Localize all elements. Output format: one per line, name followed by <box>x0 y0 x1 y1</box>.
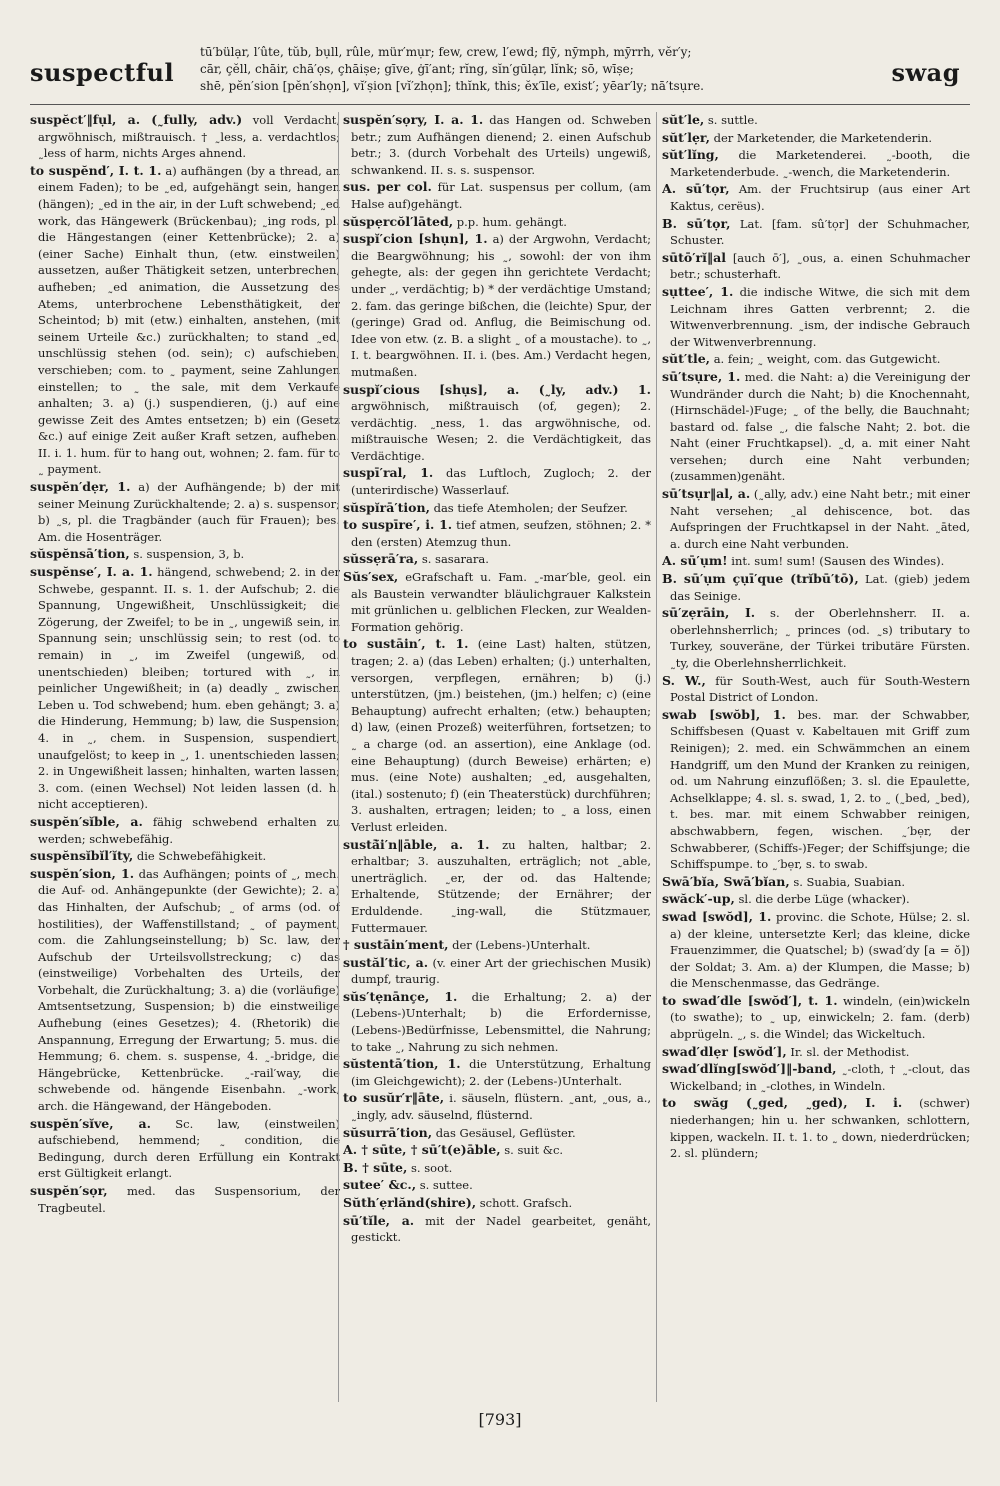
entry-definition: das Aufhängen; points of ˷, mech. die Auf- od. Anhängepunkte (der Gewichte); 2. a) das Hinhalten, der Aufschub; ˷ of arms (od. of hostilities), der Waffenstillstand; ˷ of payment, com. die Zahlungseinstellung; b) Sc. law, der Aufschub der Urteilsvollstreckung; c) das (einstweilige) Vorbehalten des Urteils, der Vorbehalt, die Zurückhaltung; 3. a) die (vorläufige) Amtsentsetzung, Suspension; b) die einstweilige Aufhebung (eines Gesetzes); 4. (Rhetorik) die Anspannung, Erregung der Erwartung; 5. mus. die Hemmung; 6. chem. s. suspense, 4. ˷-bridge, die Hängebrücke, Kettenbrücke. ˷-rail′way, die schwebende od. hängende Eisenbahn. ˷-work, arch. die Hängewand, der Hängeboden. <box>38 866 340 1114</box>
entry-headword: sŭt′lĭng, <box>662 147 719 163</box>
entry-definition: ˷-cloth, † ˷-clout, das Wickelband; in ˷-clothes, in Windeln. <box>670 1062 970 1093</box>
dictionary-entry <box>30 848 340 865</box>
entry-headword: to sustāin′, t. 1. <box>343 636 469 652</box>
entry-definition: s. suttee. <box>419 1178 473 1193</box>
entry-headword: swăck′-up, <box>662 891 735 907</box>
column-left <box>30 112 340 1412</box>
dictionary-entry <box>662 130 970 147</box>
dictionary-entry <box>662 351 970 368</box>
dictionary-entry <box>662 993 970 1043</box>
entry-headword: suspĕn′sọry, I. a. 1. <box>343 112 484 127</box>
dictionary-entry <box>30 546 340 563</box>
entry-headword: to suspīre′, i. 1. <box>343 517 453 533</box>
entry-definition: (eine Last) halten, stützen, tragen; 2. a) (das Leben) erhalten; (j.) unterhalten, versorgen, verpflegen, ernähren; b) (j.) unterstützen, (jm.) beistehen, (jm.) helfen; c) (eine Behauptung) aufrecht erhalten; (etw.) behaupten; d) law, (einen Prozeß) weiterführen, fortsetzen; to ˷ a charge (od. an assertion), eine Anklage (od. eine Behauptung) (durch Beweise) erhärten; e) mus. (eine Note) aushalten; ˷ed, ausgehalten, (ital.) sostenuto; f) (ein Theaterstück) durchführen; 3. aushalten, ertragen; leiden; to ˷ a loss, einen Verlust erleiden. <box>351 637 651 834</box>
pronunciation-key-line: cār, çĕll, chāir, chā′ọs, çhāiṣe; gīve, ġī′ant; rĭng, sĭn′gūlạr, lĭnk; sō, wīṣe; <box>200 62 634 76</box>
entry-definition: int. sum! sum! (Sausen des Windes). <box>731 554 945 569</box>
entry-definition: der Marketender, die Marketenderin. <box>713 130 933 145</box>
entry-headword: to suspĕnd′, I. t. 1. <box>30 162 162 178</box>
dictionary-entry <box>343 837 651 937</box>
column-middle <box>343 112 651 1412</box>
dictionary-entry <box>662 369 970 485</box>
entry-definition: die Schwebefähigkeit. <box>136 849 267 864</box>
entry-definition: Lat. (gieb) jedem das Seinige. <box>670 572 970 603</box>
entry-headword: sū′tĭle, a. <box>343 1212 415 1228</box>
header-rule <box>30 104 970 105</box>
dictionary-entry <box>662 891 970 908</box>
dictionary-entry <box>343 989 651 1055</box>
dictionary-entry <box>662 707 970 873</box>
entry-definition: die Unterstützung, Erhaltung (im Gleichgewicht); 2. der (Lebens-)Unterhalt. <box>351 1057 651 1088</box>
entry-headword: sŭspẹrcŏl′lāted, <box>343 213 454 229</box>
entry-definition: Lat. [fam. sû′tọr] der Schuhmacher, Schuster. <box>670 216 970 248</box>
entry-definition: s. sasarara. <box>421 552 489 567</box>
entry-headword: B. sū′tọr, <box>662 215 731 231</box>
entry-definition: Am. der Fruchtsirup (aus einer Art Kaktus, cerëus). <box>670 182 970 213</box>
entry-headword: sụttee′, 1. <box>662 283 734 299</box>
dictionary-entry <box>343 1213 651 1246</box>
entry-definition: s. soot. <box>411 1160 453 1175</box>
entry-headword: sŭssẹrā′ra, <box>343 551 419 567</box>
entry-headword: swad′dlĭng[swŏd′]‖-band, <box>662 1061 837 1077</box>
dictionary-entry <box>343 1090 651 1123</box>
entry-headword: A. † sūte, † sū′t(e)āble, <box>343 1142 501 1158</box>
dictionary-entry <box>343 955 651 988</box>
pronunciation-key-line: shē, pĕn′sion [pĕn′shọn], vĭ′ṣion [vĭ′zhọn]; thĭnk, this; ĕx′īle, exist′; yēar′ly; nā′tsụre. <box>200 79 704 93</box>
column-divider <box>338 112 339 1402</box>
page-number: [793] <box>478 1410 522 1429</box>
entry-definition: a. fein; ˷ weight, com. das Gutgewicht. <box>713 352 941 367</box>
entry-headword: suspĕn′dẹr, 1. <box>30 479 131 495</box>
entry-definition: (v. einer Art der griechischen Musik) dumpf, traurig. <box>351 955 651 987</box>
entry-definition: voll Verdacht, argwöhnisch, mißtrauisch. † ˷less, a. verdachtlos; ˷less of harm, nichts Arges ahnend. <box>38 113 340 161</box>
entry-definition: a) der Aufhängende; b) der mit seiner Meinung Zurückhaltende; 2. a) s. suspensor; b) ˷s, pl. die Tragbänder (auch für Frauen); bes. Am. die Hosenträger. <box>38 480 340 544</box>
entry-headword: B. sū′ụm çụī′que (trĭbū′tō), <box>662 571 859 587</box>
entry-definition: windeln, (ein)wickeln (to swathe); to ˷ up, einwickeln; 2. fam. (derb) abprügeln. ˷, s. die Windel; das Wickeltuch. <box>670 993 970 1042</box>
entry-headword: sustā̆i′n‖āble, a. 1. <box>343 836 490 852</box>
entry-headword: swad [swŏd], 1. <box>662 908 772 924</box>
entry-definition: die Marketenderei. ˷-booth, die Marketenderbude. ˷-wench, die Marketenderin. <box>670 148 970 179</box>
entry-headword: sutee′ &c., <box>343 1177 417 1193</box>
dictionary-entry <box>662 874 970 891</box>
pronunciation-key <box>200 44 800 95</box>
entry-definition: (schwer) niederhangen; hin u. her schwanken, schlottern, kippen, wackeln. II. t. 1. to ˷ down, niederdrücken; 2. sl. plündern; <box>670 1096 970 1161</box>
entry-definition: bes. mar. der Schwabber, Schiffsbesen (Quast v. Kabeltauen mit Griff zum Reinigen); 2. med. ein Schwämmchen an einem Handgriff, um den Mund der Kranken zu reinigen, od. um Nahrung einzuflößen; 3. sl. die Epaulette, Achselklappe; 4. sl. s. swad, 1, 2. to ˷ (˷bed, ˷bed), t. bes. mar. mit einem Schwabber reinigen, abschwabbern, fegen, wischen. ˷′bẹr, der Schwabberer, (Schiffs-)Feger; der Schiffsjunge; die Schiffspumpe. to ˷′bẹr, s. to swab. <box>670 707 970 872</box>
entry-headword: suspĕn′sọr, <box>30 1183 108 1198</box>
entry-definition: schott. Grafsch. <box>479 1196 573 1210</box>
dictionary-entry <box>30 814 340 847</box>
dictionary-entry <box>343 465 651 498</box>
dictionary-entry <box>30 163 340 478</box>
entry-definition: das Hangen od. Schweben betr.; zum Aufhängen dienend; 2. einen Aufschub betr.; 3. (durch Vorbehalt des Urteils) ungewiß, schwankend. II. s. s. suspensor. <box>351 113 651 177</box>
entry-headword: suspĕnse′, I. a. 1. <box>30 564 153 580</box>
dictionary-entry <box>662 486 970 552</box>
dictionary-entry <box>343 214 651 231</box>
running-head-left: suspectful <box>30 58 175 87</box>
column-divider <box>656 112 657 1402</box>
entry-definition: fähig schwebend erhalten zu werden; schwebefähig. <box>38 814 340 846</box>
pronunciation-key-line: tū′bülạr, l′ûte, tŭb, bụll, rûle, mür′mụr; few, crew, l′ewd; flȳ, nȳmph, mȳrrh, vĕr′y; <box>200 45 692 59</box>
entry-definition: tief atmen, seufzen, stöhnen; 2. * den (ersten) Atemzug thun. <box>351 518 651 549</box>
entry-definition: sl. die derbe Lüge (whacker). <box>738 892 910 907</box>
dictionary-entry <box>662 553 970 570</box>
entry-headword: to susŭr′r‖āte, <box>343 1090 445 1106</box>
dictionary-entry <box>662 112 970 129</box>
dictionary-entry <box>662 1061 970 1094</box>
dictionary-entry <box>662 1044 970 1061</box>
entry-headword: sŭs′tẹnānçe, 1. <box>343 988 458 1004</box>
dictionary-entry <box>343 500 651 517</box>
dictionary-entry <box>30 1183 340 1216</box>
entry-headword: suspĕct′‖fụl, a. (˷fully, adv.) <box>30 112 243 127</box>
entry-definition: s. der Oberlehnsherr. II. a. oberlehnsherrlich; ˷ princes (od. ˷s) tributary to Turkey, souveräne, der Türkei tributäre Fürsten. ˷ty, die Oberlehnsherrlichkeit. <box>670 606 970 670</box>
entry-definition: s. suttle. <box>707 113 758 127</box>
dictionary-entry <box>343 179 651 212</box>
entry-headword: to swăg (˷ged, ˷ged), I. i. <box>662 1095 903 1111</box>
entry-definition: p.p. hum. gehängt. <box>456 214 567 229</box>
dictionary-entry <box>662 216 970 249</box>
entry-headword: suspĕn′sion, 1. <box>30 865 135 881</box>
entry-definition: das Gesäusel, Geflüster. <box>435 1125 576 1140</box>
dictionary-entry <box>662 605 970 671</box>
dictionary-entry <box>662 284 970 350</box>
dictionary-entry <box>662 147 970 180</box>
entry-definition: (˷ally, adv.) eine Naht betr.; mit einer Naht versehen; ˷al dehiscence, bot. das Aufspringen der Fruchtkapsel in der Naht. ˷āted, a. durch eine Naht verbunden. <box>670 487 970 551</box>
entry-definition: zu halten, haltbar; 2. erhaltbar; 3. auszuhalten, erträglich; not ˷able, unerträglich. ˷er, der od. das Haltende; Erhaltende, Stützende; der Ernährer; der Erduldende. ˷ing-wall, die Stützmauer, Futtermauer. <box>351 837 651 935</box>
entry-headword: sŭspĕnsā′tion, <box>30 546 130 562</box>
entry-definition: med. die Naht: a) die Vereinigung der Wundränder durch die Naht; b) die Knochennaht, (Hirnschädel-)Fuge; ˷ of the belly, die Bauchnaht; bastard od. false ˷, die falsche Naht; 2. bot. die Naht (einer Fruchtkapsel). ˷d, a. mit einer Naht versehen; durch eine Naht verbunden; (zusammen)genäht. <box>670 369 970 484</box>
entry-headword: to swad′dle [swŏd′], t. 1. <box>662 992 838 1008</box>
entry-definition: med. das Suspensorium, der Tragbeutel. <box>38 1184 340 1215</box>
entry-headword: A. sū′ụm! <box>662 553 728 569</box>
entry-headword: sūtō′rĭ‖al <box>662 249 726 265</box>
entry-definition: die indische Witwe, die sich mit dem Leichnam ihres Gatten verbrennt; 2. die Witwenverbrennung. ˷ism, der indische Gebrauch der Witwenverbrennung. <box>670 284 970 349</box>
entry-definition: Sc. law, (einstweilen) aufschiebend, hemmend; ˷ condition, die Bedingung, durch deren Erfüllung ein Kontrakt erst Gültigkeit erlangt. <box>38 1116 340 1181</box>
dictionary-entry <box>343 1177 651 1194</box>
entry-headword: Sŭth′ẹrlănd(shire), <box>343 1195 477 1210</box>
entry-headword: sustăl′tic, a. <box>343 954 429 970</box>
entry-headword: suspĕn′sĭve, a. <box>30 1115 151 1131</box>
entry-definition: s. Suabia, Suabian. <box>793 874 906 889</box>
entry-headword: suspī′ral, 1. <box>343 465 434 481</box>
entry-headword: swad′dlẹr [swŏd′], <box>662 1043 787 1059</box>
entry-definition: i. säuseln, flüstern. ˷ant, ˷ous, a., ˷ingly, adv. säuselnd, flüsternd. <box>351 1091 651 1123</box>
column-right <box>662 112 970 1412</box>
entry-definition: a) aufhängen (by a thread, an einem Faden); to be ˷ed, aufgehängt sein, hangen (hängen); ˷ed in the air, in der Luft schwebend; ˷ed work, das Hängewerk (Brückenbau); ˷ing rods, pl. die Hängestangen (einer Kettenbrücke); 2. a) (einer Sache) Einhalt thun, (etw. einstweilen) aussetzen, außer Thätigkeit setzen, unterbrechen, aufheben; ˷ed animation, die Aussetzung des Atems, unterbrochene Lebensthätigkeit, der Scheintod; b) mit (etw.) einhalten, anstehen, (mit seinem Urteile &c.) zurückhalten; to stand ˷ed, unschlüssig stehen (od. sein); c) aufschieben, verschieben; com. to ˷ payment, seine Zahlungen einstellen; to ˷ the sale, mit dem Verkaufe anhalten; 3. a) (j.) suspendieren, (j.) auf eine gewisse Zeit des Amtes entsetzen; b) ein (Gesetz &c.) auf einige Zeit außer Kraft setzen, aufheben. II. i. 1. hum. für to hang out, wohnen; 2. fam. für to ˷ payment. <box>38 163 340 477</box>
dictionary-entry <box>30 564 340 813</box>
dictionary-entry <box>343 1056 651 1089</box>
entry-headword: † sustāin′ment, <box>343 937 449 953</box>
entry-headword: swab [swŏb], 1. <box>662 706 786 722</box>
entry-headword: sū′zẹrāin, I. <box>662 605 756 621</box>
dictionary-entry <box>30 866 340 1115</box>
entry-headword: A. sū′tọr, <box>662 181 730 197</box>
entry-definition: [auch ō′], ˷ous, a. einen Schuhmacher betr.; schusterhaft. <box>670 250 970 282</box>
entry-headword: sus. per col. <box>343 179 432 195</box>
dictionary-entry <box>662 909 970 992</box>
entry-definition: provinc. die Schote, Hülse; 2. sl. a) der kleine, untersetzte Kerl; das kleine, dicke Frauenzimmer, die Quatschel; b) (swad′dy [a = ŏ]) der Soldat; 3. Am. a) der Klumpen, die Masse; b) die Menschenmasse, das Gedränge. <box>670 909 970 991</box>
entry-headword: sŭsurrā′tion, <box>343 1124 433 1140</box>
dictionary-entry <box>662 1095 970 1161</box>
entry-headword: sŭt′tle, <box>662 351 711 367</box>
entry-definition: mit der Nadel gearbeitet, genäht, gestickt. <box>351 1213 651 1245</box>
entry-headword: sū′tsụre, 1. <box>662 368 741 384</box>
dictionary-entry <box>662 673 970 706</box>
entry-definition: der (Lebens-)Unterhalt. <box>452 938 591 953</box>
entry-headword: suspĕnsĭbĭl′ĭty, <box>30 848 134 864</box>
entry-headword: sŭt′le, <box>662 112 705 127</box>
entry-definition: für South-West, auch für South-Western Postal District of London. <box>670 673 970 705</box>
dictionary-entry <box>343 1195 651 1212</box>
entry-headword: B. † sūte, <box>343 1159 408 1175</box>
entry-definition: für Lat. suspensus per collum, (am Halse auf)gehängt. <box>351 180 651 211</box>
dictionary-entry <box>343 1142 651 1159</box>
dictionary-entry <box>662 250 970 283</box>
dictionary-entry <box>30 479 340 545</box>
entry-definition: s. suit &c. <box>504 1143 564 1158</box>
dictionary-entry <box>343 551 651 568</box>
entry-definition: s. suspension, 3, b. <box>133 547 245 562</box>
dictionary-entry <box>343 937 651 954</box>
entry-headword: suspĭ′cious [shụs], a. (˷ly, adv.) 1. <box>343 381 651 397</box>
entry-definition: eGrafschaft u. Fam. ˷-mar′ble, geol. ein als Baustein verwandter bläulichgrauer Kalkstein mit grünlichen u. gelblichen Flecken, zur Wealden-Formation gehörig. <box>351 570 651 634</box>
dictionary-entry <box>343 231 651 380</box>
entry-headword: sŭspĭrā′tion, <box>343 499 430 515</box>
dictionary-entry <box>30 112 340 162</box>
entry-definition: die Erhaltung; 2. a) der (Lebens-)Unterhalt; b) die Erfordernisse, (Lebens-)Bedürfnisse, Lebensmittel, die Nahrung; to take ˷, Nahrung zu sich nehmen. <box>351 989 651 1054</box>
entry-definition: das tiefe Atemholen; der Seufzer. <box>433 500 628 515</box>
entry-headword: Sŭs′sex, <box>343 569 399 585</box>
dictionary-entry <box>343 569 651 635</box>
dictionary-entry <box>662 181 970 214</box>
dictionary-entry <box>343 382 651 465</box>
entry-definition: a) der Argwohn, Verdacht; die Beargwöhnung; his ˷, sowohl: der von ihm gehegte, als: der gegen ihn gerichtete Verdacht; under ˷, verdächtig; b) * der verdächtige Umstand; 2. fam. das geringe bißchen, die (leichte) Spur, der (geringe) Grad od. Anflug, die Beimischung od. Idee von etw. (z. B. a slight ˷ of a moustache). to ˷, I. t. beargwöhnen. II. i. (bes. Am.) Verdacht hegen, mutmaßen. <box>351 232 651 379</box>
entry-headword: sŭt′lẹr, <box>662 129 710 145</box>
entry-definition: Ir. sl. der Methodist. <box>790 1044 910 1059</box>
dictionary-entry <box>343 112 651 178</box>
entry-headword: S. W., <box>662 672 706 688</box>
entry-definition: das Luftloch, Zugloch; 2. der (unterirdische) Wasserlauf. <box>351 466 651 498</box>
entry-definition: hängend, schwebend; 2. in der Schwebe, gespannt. II. s. 1. der Aufschub; 2. die Spannung, Ungewißheit, Unschlüssigkeit; die Zögerung, der Zweifel; to be in ˷, ungewiß sein, in Spannung sein; unschlüssig sein; to rest (od. to remain) in ˷, im Zweifel (ungewiß, od. unentschieden) bleiben; tortured with ˷, in peinlicher Ungewißheit; in (a) deadly ˷ zwischen Leben u. Tod schwebend; hum. eben gehängt; 3. a) die Hinderung, Hemmung; b) law, die Suspension; 4. in ˷, chem. in Suspension, suspendiert, unaufgelöst; to keep in ˷, 1. unentschieden lassen; 2. in Ungewißheit lassen; hinhalten, warten lassen; 3. com. (einen Wechsel) Not leiden lassen (d. h. nicht acceptieren). <box>38 565 340 812</box>
dictionary-entry <box>343 517 651 550</box>
entry-headword: sŭstentā′tion, 1. <box>343 1056 461 1072</box>
dictionary-entry <box>343 636 651 835</box>
entry-headword: suspĭ′cion [shụn], 1. <box>343 231 488 247</box>
entry-headword: sū′tsụr‖al, a. <box>662 486 751 502</box>
running-head-right: swag <box>891 58 960 87</box>
entry-definition: argwöhnisch, mißtrauisch (of, gegen); 2. verdächtig. ˷ness, 1. das argwöhnische, od. mißtrauische Wesen; 2. die Verdächtigkeit, das Verdächtige. <box>351 399 651 463</box>
dictionary-entry <box>343 1160 651 1177</box>
dictionary-entry <box>30 1116 340 1182</box>
dictionary-entry <box>662 571 970 604</box>
entry-headword: Swā′bĭa, Swā′bĭan, <box>662 873 790 889</box>
dictionary-entry <box>343 1125 651 1142</box>
entry-headword: suspĕn′sĭble, a. <box>30 813 143 829</box>
